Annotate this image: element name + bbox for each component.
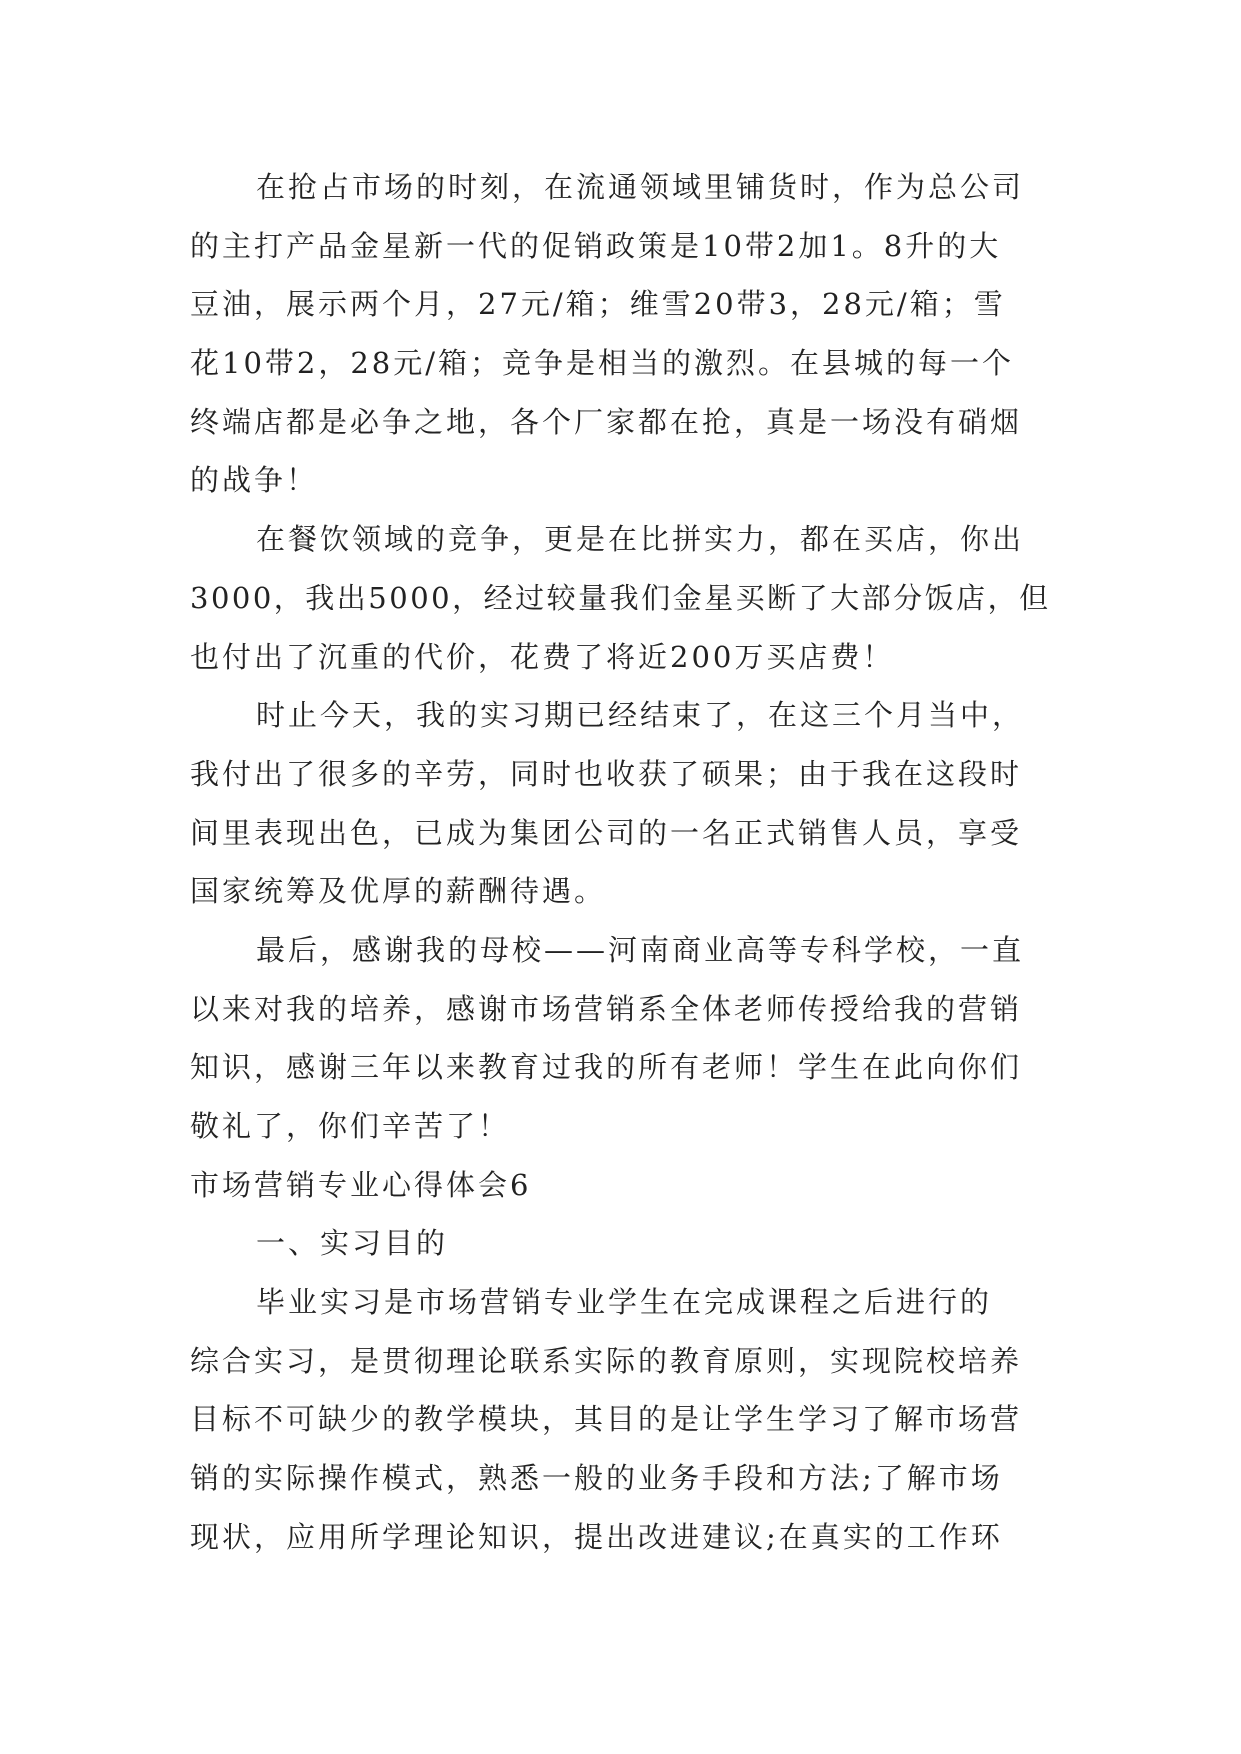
- text-line: 的主打产品金星新一代的促销政策是10带2加1。8升的大: [190, 228, 1002, 263]
- text-line: 综合实习，是贯彻理论联系实际的教育原则，实现院校培养: [190, 1343, 1023, 1378]
- text-line: 的战争！: [190, 463, 319, 498]
- text-line: 一、实习目的: [256, 1226, 449, 1261]
- text-line: 终端店都是必争之地，各个厂家都在抢，真是一场没有硝烟: [190, 404, 1023, 439]
- text-line: 国家统筹及优厚的薪酬待遇。: [190, 874, 607, 909]
- document-body: [190, 158, 1050, 1567]
- text-line: 以来对我的培养，感谢市场营销系全体老师传授给我的营销: [190, 991, 1023, 1026]
- text-line: 在餐饮领域的竞争，更是在比拼实力，都在买店，你出: [256, 522, 1025, 557]
- text-line: 在抢占市场的时刻，在流通领域里铺货时，作为总公司: [256, 170, 1025, 204]
- text-line: 毕业实习是市场营销专业学生在完成课程之后进行的: [256, 1285, 993, 1320]
- text-line: 我付出了很多的辛劳，同时也收获了硕果；由于我在这段时: [190, 756, 1023, 791]
- text-line: 时止今天，我的实习期已经结束了，在这三个月当中，: [256, 698, 1025, 733]
- text-line: 现状，应用所学理论知识，提出改进建议;在真实的工作环: [190, 1519, 1003, 1554]
- text-line: 也付出了沉重的代价，花费了将近200万买店费！: [190, 639, 895, 674]
- text-line: 间里表现出色，已成为集团公司的一名正式销售人员，享受: [190, 815, 1023, 850]
- text-line: 知识，感谢三年以来教育过我的所有老师！学生在此向你们: [190, 1050, 1023, 1085]
- text-line: 最后，感谢我的母校——河南商业高等专科学校，一直: [256, 932, 1025, 967]
- text-line: 3000，我出5000，经过较量我们金星买断了大部分饭店，但: [190, 580, 1051, 615]
- text-line: 敬礼了，你们辛苦了！: [190, 1109, 511, 1143]
- text-line: 豆油，展示两个月，27元/箱；维雪20带3，28元/箱；雪: [190, 287, 1006, 322]
- text-line: 目标不可缺少的教学模块，其目的是让学生学习了解市场营: [190, 1402, 1023, 1437]
- section-heading: 市场营销专业心得体会6: [190, 1167, 532, 1202]
- text-line: 销的实际操作模式，熟悉一般的业务手段和方法;了解市场: [190, 1461, 1003, 1496]
- text-line: 花10带2，28元/箱；竞争是相当的激烈。在县城的每一个: [190, 346, 1015, 381]
